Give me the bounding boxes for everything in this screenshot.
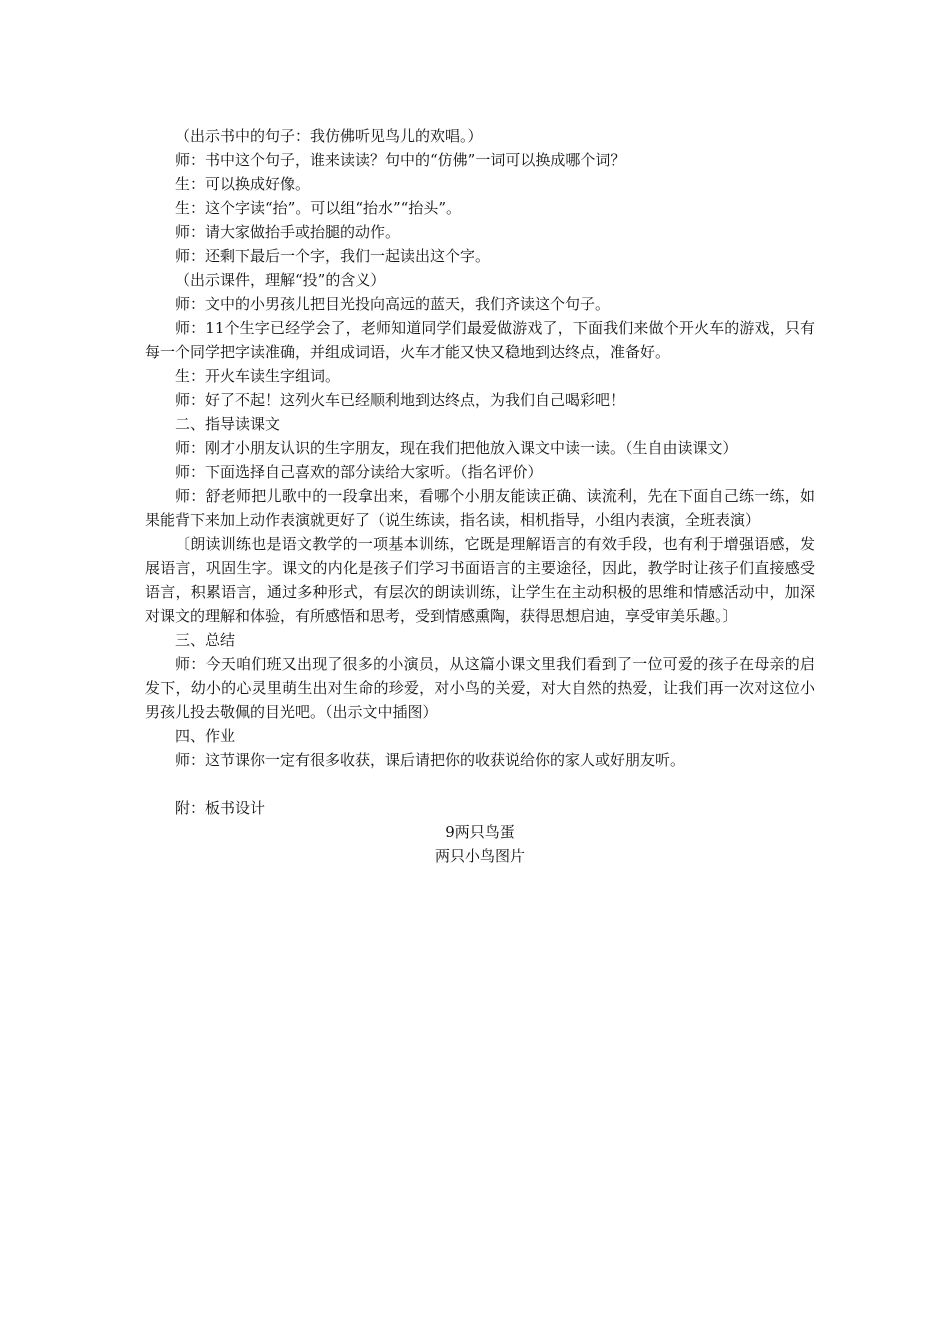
paragraph: 师：11个生字已经学会了，老师知道同学们最爱做游戏了，下面我们来做个开火车的游戏，只有每一个同学把字读准确，并组成词语，火车才能又快又稳地到达终点，准备好。 (145, 319, 815, 361)
paragraph: （出示书中的句子：我仿佛听见鸟儿的欢唱。） (175, 127, 483, 145)
paragraph: 师：书中这个句子，谁来读读？句中的“仿佛”一词可以换成哪个词？ (175, 151, 626, 169)
section-heading: 三、总结 (175, 631, 236, 649)
paragraph: 师：刚才小朋友认识的生字朋友，现在我们把他放入课文中读一读。（生自由读课文） (175, 439, 738, 457)
paragraph: 师：今天咱们班又出现了很多的小演员，从这篇小课文里我们看到了一位可爱的孩子在母亲的启发下，幼小的心灵里萌生出对生命的珍爱，对小鸟的关爱，对大自然的热爱，让我们再一次对这位小男孩儿投去敬佩的目光吧。（出示文中插图） (145, 655, 815, 721)
section-heading: 四、作业 (175, 727, 236, 745)
commentary-paragraph: 〔朗读训练也是语文教学的一项基本训练，它既是理解语言的有效手段，也有利于增强语感，发展语言，巩固生字。课文的内化是孩子们学习书面语言的主要途径，因此，教学时让孩子们直接感受语言，积累语言，通过多种形式，有层次的朗读训练，让学生在主动积极的思维和情感活动中，加深对课文的理解和体验，有所感悟和思考，受到情感熏陶，获得思想启迪，享受审美乐趣。〕 (145, 535, 815, 625)
appendix-label: 附：板书设计 (175, 799, 266, 817)
board-subtitle: 两只小鸟图片 (434, 847, 525, 865)
document-page (145, 124, 815, 868)
paragraph: 师：这节课你一定有很多收获，课后请把你的收获说给你的家人或好朋友听。 (175, 751, 686, 769)
paragraph: 生：这个字读“抬”。可以组“抬水”“抬头”。 (175, 199, 462, 217)
paragraph: 生：可以换成好像。 (175, 175, 311, 193)
paragraph: 师：文中的小男孩儿把目光投向高远的蓝天，我们齐读这个句子。 (175, 295, 611, 313)
paragraph: 生：开火车读生字组词。 (175, 367, 341, 385)
paragraph: 师：请大家做抬手或抬腿的动作。 (175, 223, 401, 241)
paragraph: 师：好了不起！这列火车已经顺利地到达终点，为我们自己喝彩吧！ (175, 391, 626, 409)
board-title: 9两只鸟蛋 (445, 823, 515, 841)
paragraph: （出示课件，理解“投”的含义） (175, 271, 386, 289)
paragraph: 师：舒老师把儿歌中的一段拿出来，看哪个小朋友能读正确、读流利，先在下面自己练一练，如果能背下来加上动作表演就更好了（说生练读，指名读，相机指导，小组内表演，全班表演） (145, 487, 815, 529)
spacer (145, 772, 815, 796)
paragraph: 师：下面选择自己喜欢的部分读给大家听。（指名评价） (175, 463, 543, 481)
paragraph: 师：还剩下最后一个字，我们一起读出这个字。 (175, 247, 491, 265)
section-heading: 二、指导读课文 (175, 415, 281, 433)
